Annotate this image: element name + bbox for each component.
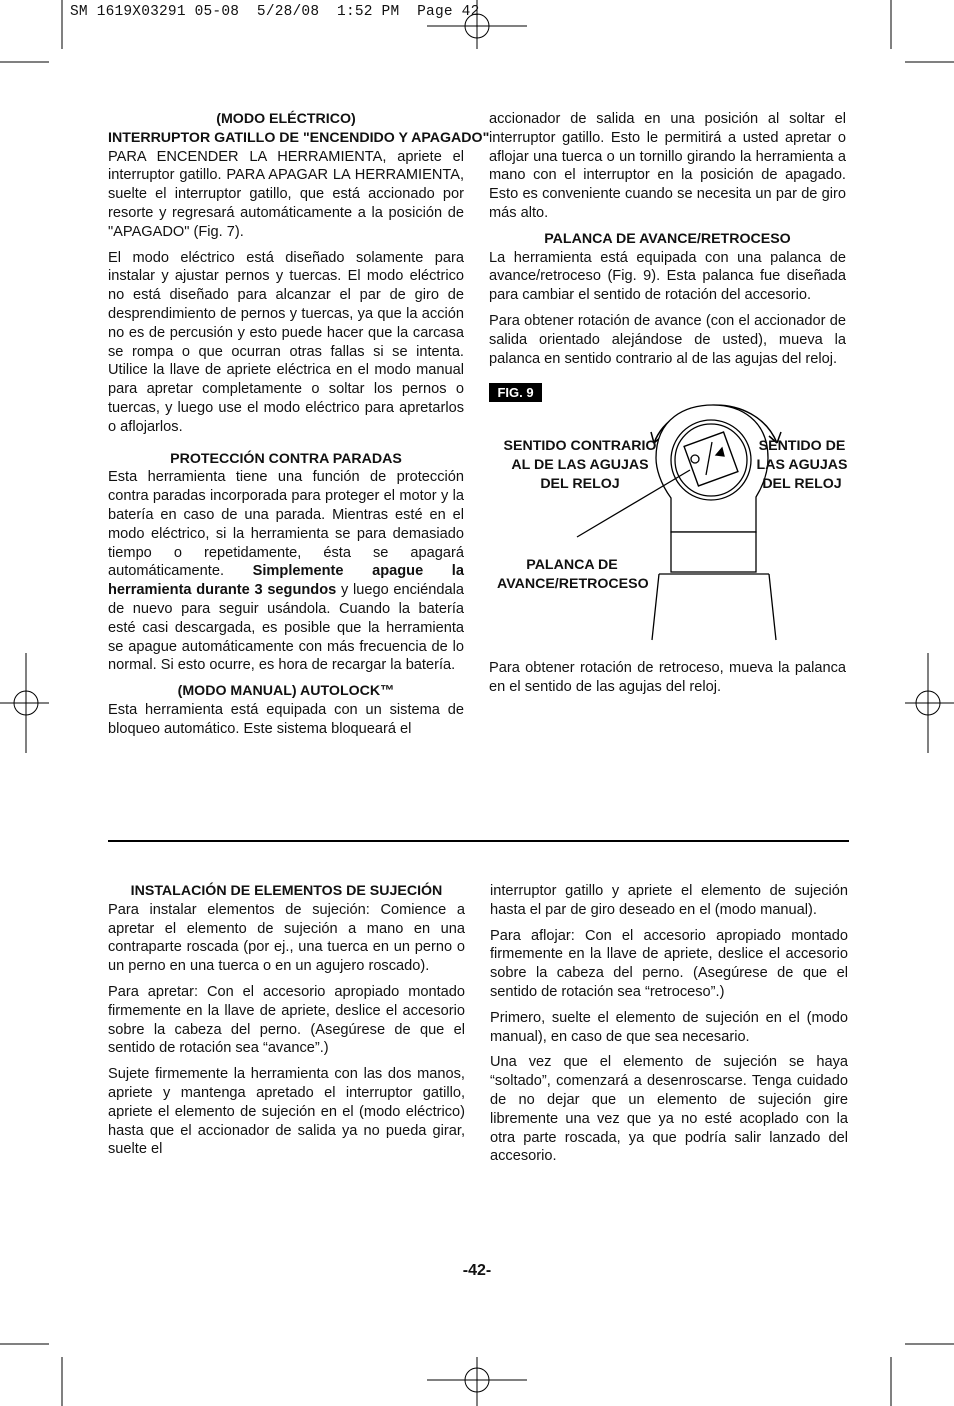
paragraph-autolock-continued: accionador de salida en una posición al soltar el interruptor gatillo. Esto le permitirá a usted apretar o aflojar una tuerca o un tornillo girando la herramienta a mano con el interruptor en la posición de apagado. Esto es conveniente cuando se necesita un par de giro más alto. [489, 111, 846, 221]
stall-text-bold: Simplemente apague la herramienta durante 3 segundos [108, 563, 464, 599]
figure-label: FIG. 9 [489, 383, 542, 402]
cw-line-2: LAS AGUJAS [756, 456, 848, 473]
heading-electric-mode: (MODO ELÉCTRICO) [216, 111, 356, 127]
ccw-line-1: SENTIDO CONTRARIO [503, 438, 657, 454]
column-lower-right [490, 882, 848, 1166]
heading-trigger-switch: INTERRUPTOR GATILLO DE "ENCENDIDO Y APAGADO" [108, 129, 490, 146]
paragraph-install-continued: interruptor gatillo y apriete el elemento de sujeción hasta el par de giro deseado en el (modo manual). [490, 883, 848, 918]
page-number: -42- [462, 1262, 492, 1279]
heading-stall-protection: PROTECCIÓN CONTRA PARADAS [170, 450, 402, 467]
column-upper-right-bottom [489, 659, 846, 697]
paragraph-first: Primero, suelte el elemento de sujeción en el (modo manual), en caso de que sea necesario. [490, 1009, 848, 1045]
wrench-neck [671, 532, 756, 572]
paragraph-hold: Sujete firmemente la herramienta con las dos manos, apriete y mantenga apretado el interruptor gatillo, apriete el elemento de sujeción en el (modo eléctrico) hasta que el accionador de salida ya no pueda girar, suelte el [108, 1066, 465, 1158]
lever-line-2: AVANCE/RETROCESO [497, 575, 649, 592]
label-clockwise [752, 437, 852, 493]
body-sides [652, 574, 776, 640]
cw-line-3: DEL RELOJ [762, 475, 842, 492]
paragraph-trigger-switch: PARA ENCENDER LA HERRAMIENTA, apriete el interruptor gatillo. PARA APAGAR LA HERRAMIENTA, suelte el interruptor gatillo, que está accionado por resorte y regresará automáticamente a la posición de "APAGADO" (Fig. 7). [108, 148, 464, 240]
ccw-line-3: DEL RELOJ [540, 475, 620, 492]
paragraph-loosen: Para aflojar: Con el accesorio apropiado montado firmemente en la llave de apriete, deslice el accesorio sobre la cabeza del perno. (Asegúrese de que el sentido de rotación sea “retroceso”.) [490, 927, 848, 1000]
stall-text-a: Esta herramienta tiene una función de protección contra paradas incorporada para proteger el motor y la batería en caso de una parada. Mientras esté en el modo eléctrico, si la herramienta se para demasiado tiempo o repetidamente, ésta se apagará automáticamente. [108, 469, 464, 580]
label-lever [497, 556, 647, 594]
paragraph-install: Para instalar elementos de sujeción: Comience a apretar el elemento de sujeción a mano en una contraparte roscada (por ej., una tuerca en un perno o un perno en una tuerca o en un agujero roscado). [108, 901, 465, 975]
paragraph-electric-mode: El modo eléctrico está diseñado solamente para instalar y ajustar pernos y tuercas. El modo eléctrico no está diseñado para alcanzar el par de giro de desprendimiento de pernos y tuercas, ya que la acción no es de percusión y esto puede hacer que la carcasa se rompa o que ocurran otras fallas si se intenta. Utilice la llave de apriete eléctrica en el modo manual para apretar completamente o soltar los pernos o tuercas, y luego use el modo eléctrico para apretarlos o aflojarlos. [108, 249, 464, 435]
print-slug: SM 1619X03291 05-08 5/28/08 1:52 PM Page 42 [70, 4, 480, 20]
paragraph-forward-rotation: Para obtener rotación de avance (con el accionador de salida orientado alejándose de usted), mueva la palanca en sentido contrario al de las agujas del reloj. [489, 312, 846, 367]
heading-fastener-install: INSTALACIÓN DE ELEMENTOS DE SUJECIÓN [130, 883, 443, 899]
paragraph-caution: Una vez que el elemento de sujeción se haya “soltado”, comenzará a desenroscarse. Tenga cuidado de no dejar que un elemento de sujeción gire libremente una vez que ya no esté acoplado con la otra parte roscada, ya que podría salir lanzado del accesorio. [490, 1054, 848, 1165]
paragraph-tighten: Para apretar: Con el accesorio apropiado montado firmemente en la llave de apriete, deslice el accesorio sobre la cabeza del perno. (Asegúrese de que el sentido de rotación sea “avance”.) [108, 983, 465, 1057]
column-lower-left [108, 882, 465, 1159]
paragraph-reverse-rotation: Para obtener rotación de retroceso, mueva la palanca en el sentido de las agujas del reloj. [489, 660, 846, 695]
paragraph-lever: La herramienta está equipada con una palanca de avance/retroceso (Fig. 9). Esta palanca fue diseñada para cambiar el sentido de rotación del accesorio. [489, 249, 846, 304]
section-divider [108, 840, 849, 842]
paragraph-manual-mode: Esta herramienta está equipada con un sistema de bloqueo automático. Este sistema bloqueará el [108, 701, 464, 737]
ccw-line-2: AL DE LAS AGUJAS [511, 456, 649, 473]
cw-line-1: SENTIDO DE [758, 438, 846, 454]
stall-text-b: y luego enciéndala de nuevo para seguir usándola. Cuando la batería esté casi descargada, es posible que la herramienta se apague automáticamente con más frecuencia de lo normal. Si esto ocurre, es hora de recargar la batería. [108, 582, 464, 674]
heading-lever: PALANCA DE AVANCE/RETROCESO [544, 230, 791, 247]
label-counterclockwise [500, 437, 660, 493]
heading-manual-mode: (MODO MANUAL) AUTOLOCK™ [177, 683, 395, 700]
lever-line-1: PALANCA DE [526, 557, 618, 573]
